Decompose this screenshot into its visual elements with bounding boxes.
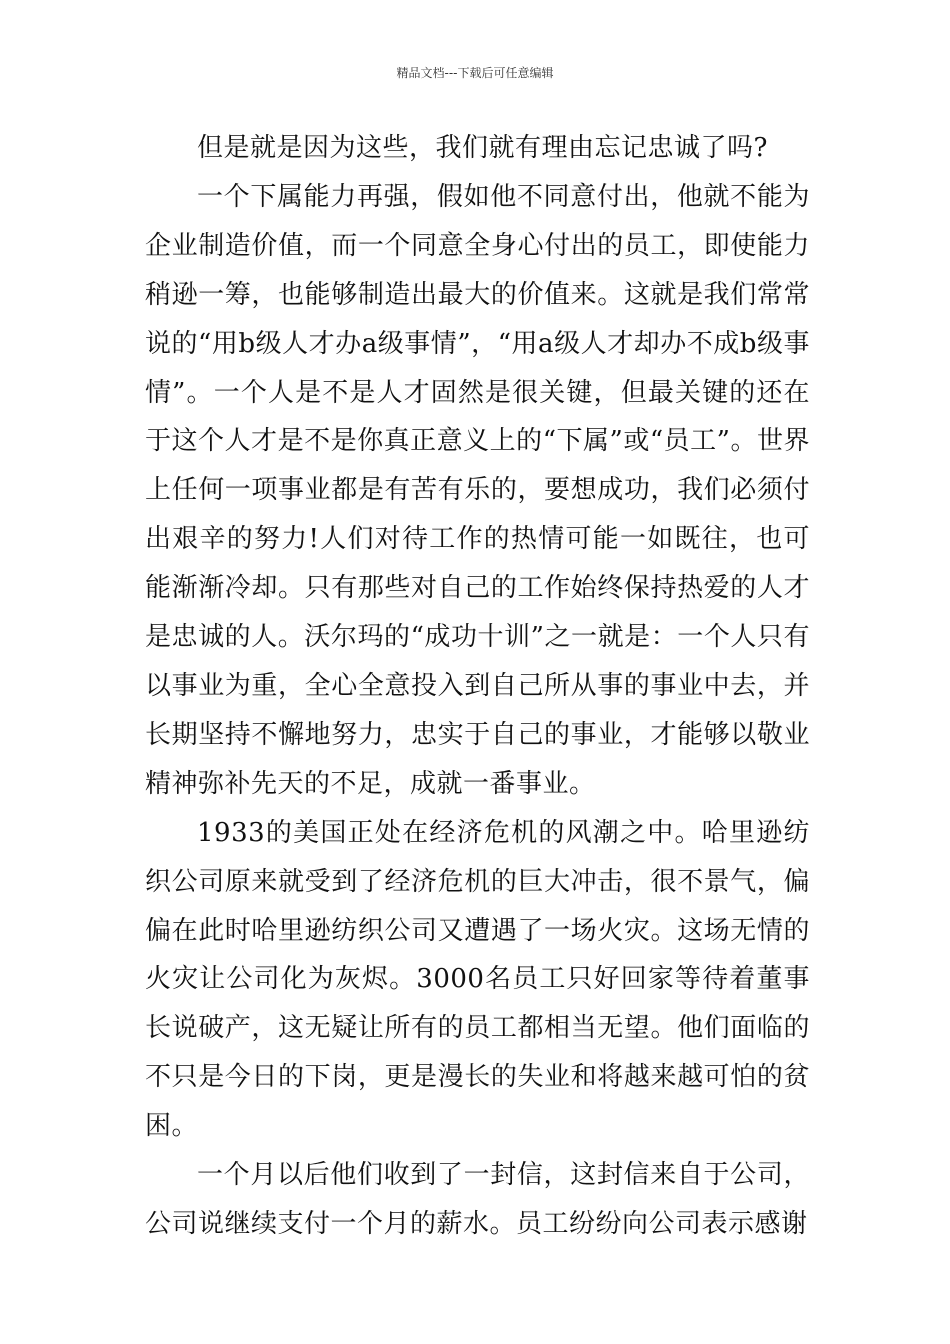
page-header: 精品文档---下载后可任意编辑 <box>396 66 554 80</box>
paragraph-1: 但是就是因为这些，我们就有理由忘记忠诚了吗? <box>197 133 768 163</box>
document-body <box>145 124 810 1249</box>
paragraph-3: 1933的美国正处在经济危机的风潮之中。哈里逊纺织公司原来就受到了经济危机的巨大冲击，很不景气，偏偏在此时哈里逊纺织公司又遭遇了一场火灾。这场无情的火灾让公司化为灰烬。3000名员工只好回家等待着董事长说破产，这无疑让所有的员工都相当无望。他们面临的不只是今日的下岗，更是漫长的失业和将越来越可怕的贫困。 <box>145 817 810 1142</box>
paragraph-4: 一个月以后他们收到了一封信，这封信来自于公司，公司说继续支付一个月的薪水。员工纷纷向公司表示感谢 <box>145 1160 810 1239</box>
paragraph-2: 一个下属能力再强，假如他不同意付出，他就不能为企业制造价值，而一个同意全身心付出的员工，即使能力稍逊一筹，也能够制造出最大的价值来。这就是我们常常说的“用b级人才办a级事情”，“用a级人才却办不成b级事情”。一个人是不是人才固然是很关键，但最关键的还在于这个人才是不是你真正意义上的“下属”或“员工”。世界上任何一项事业都是有苦有乐的，要想成功，我们必须付出艰辛的努力!人们对待工作的热情可能一如既往，也可能渐渐冷却。只有那些对自己的工作始终保持热爱的人才是忠诚的人。沃尔玛的“成功十训”之一就是：一个人只有以事业为重，全心全意投入到自己所从事的事业中去，并长期坚持不懈地努力，忠实于自己的事业，才能够以敬业精神弥补先天的不足，成就一番事业。 <box>145 181 810 799</box>
